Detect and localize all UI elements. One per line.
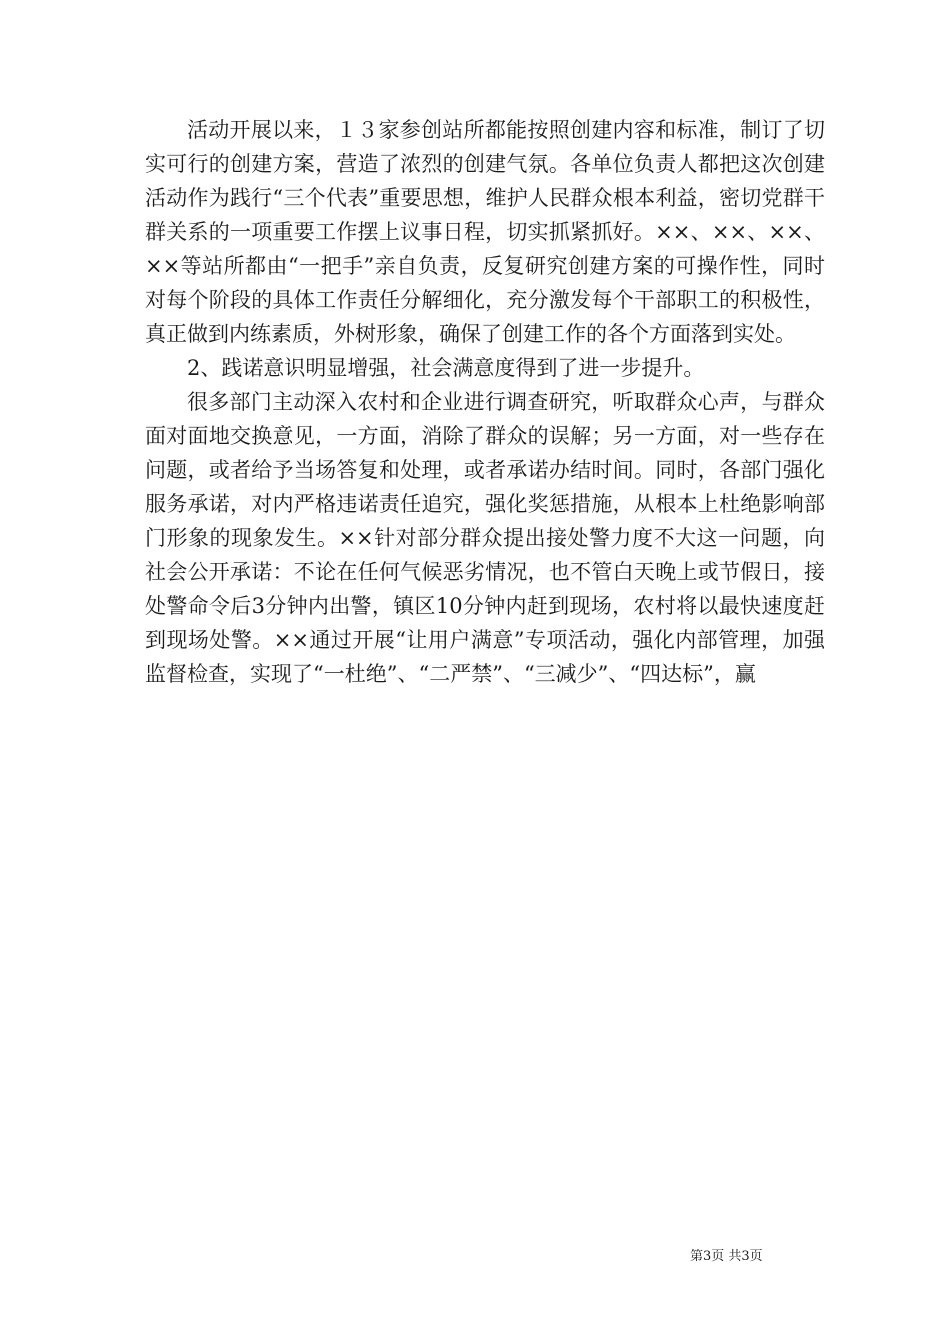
page-number-footer: 第3页 共3页 [690,1249,763,1264]
paragraph-heading-commitment: 2、践诺意识明显增强，社会满意度得到了进一步提升。 [187,356,705,380]
document-body [145,113,825,691]
paragraph-departments-research: 很多部门主动深入农村和企业进行调查研究，听取群众心声，与群众面对面地交换意见，一方面，消除了群众的误解；另一方面，对一些存在问题，或者给予当场答复和处理，或者承诺办结时间。同时，各部门强化服务承诺，对内严格违诺责任追究，强化奖惩措施，从根本上杜绝影响部门形象的现象发生。××针对部分群众提出接处警力度不大这一问题，向社会公开承诺：不论在任何气候恶劣情况，也不管白天晚上或节假日，接处警命令后3分钟内出警，镇区10分钟内赶到现场，农村将以最快速度赶到现场处警。××通过开展“让用户满意”专项活动，强化内部管理，加强监督检查，实现了“一杜绝”、“二严禁”、“三减少”、“四达标”，赢 [145,390,825,686]
paragraph-creation-activities: 活动开展以来，１３家参创站所都能按照创建内容和标准，制订了切实可行的创建方案，营造了浓烈的创建气氛。各单位负责人都把这次创建活动作为践行“三个代表”重要思想，维护人民群众根本利益，密切党群干群关系的一项重要工作摆上议事日程，切实抓紧抓好。××、××、××、××等站所都由“一把手”亲自负责，反复研究创建方案的可操作性，同时对每个阶段的具体工作责任分解细化，充分激发每个干部职工的积极性，真正做到内练素质，外树形象，确保了创建工作的各个方面落到实处。 [145,118,825,346]
